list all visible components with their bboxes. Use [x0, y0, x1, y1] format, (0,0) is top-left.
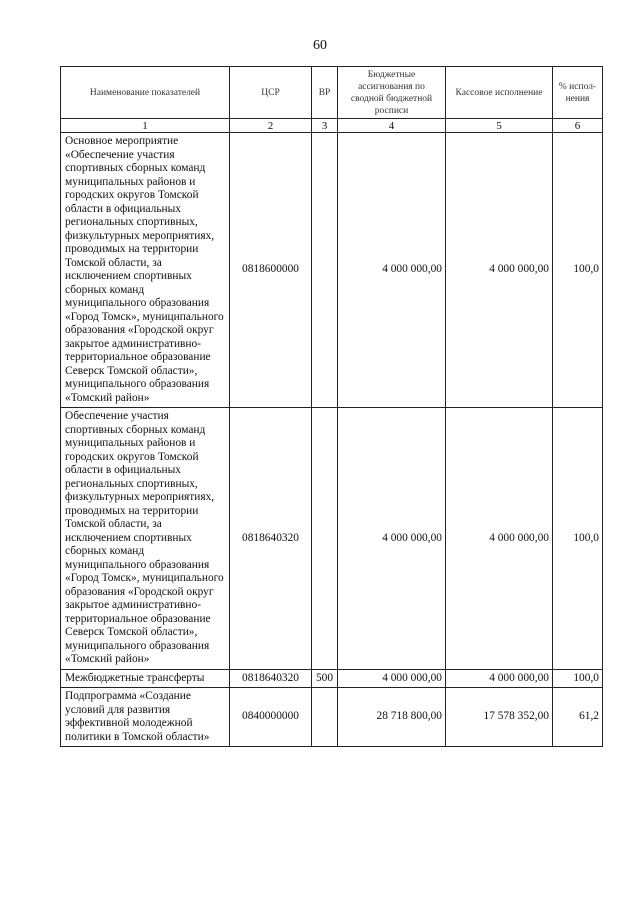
header-execution-percent: % испол-нения — [553, 67, 603, 119]
header-row — [61, 67, 603, 119]
indicator-name-cell: Подпрограмма «Создание условий для развития эффективной молодежной политики в Томской области» — [61, 688, 230, 747]
header-budget-allocations: Бюджетные ассигнования по сводной бюджетной росписи — [338, 67, 446, 119]
vr-cell — [312, 688, 338, 747]
indicator-name-cell: Основное мероприятие «Обеспечение участия спортивных сборных команд муниципальных районов и городских округов Томской области в официальных региональных спортивных, физкультурных мероприятиях, проводимых на территории Томской области, за исключением спортивных сборных команд муниципального образования «Город Томск», муниципального образования «Городской округ закрытое административно-территориальное образование Северск Томской области», муниципального образования «Томский район» — [61, 133, 230, 408]
csr-cell: 0818640320 — [230, 408, 312, 670]
budget-cell: 4 000 000,00 — [338, 669, 446, 688]
table-row — [61, 133, 603, 408]
cash-cell: 4 000 000,00 — [446, 669, 553, 688]
column-number: 6 — [553, 119, 603, 133]
indicator-name-cell: Межбюджетные трансферты — [61, 669, 230, 688]
budget-cell: 4 000 000,00 — [338, 408, 446, 670]
column-number: 2 — [230, 119, 312, 133]
column-number: 4 — [338, 119, 446, 133]
table-row — [61, 688, 603, 747]
budget-cell: 28 718 800,00 — [338, 688, 446, 747]
header-vr: ВР — [312, 67, 338, 119]
csr-cell: 0818600000 — [230, 133, 312, 408]
cash-cell: 17 578 352,00 — [446, 688, 553, 747]
budget-cell: 4 000 000,00 — [338, 133, 446, 408]
vr-cell: 500 — [312, 669, 338, 688]
cash-cell: 4 000 000,00 — [446, 133, 553, 408]
column-number: 5 — [446, 119, 553, 133]
percent-cell: 100,0 — [553, 669, 603, 688]
percent-cell: 100,0 — [553, 133, 603, 408]
vr-cell — [312, 408, 338, 670]
percent-cell: 100,0 — [553, 408, 603, 670]
header-cash-execution: Кассовое исполнение — [446, 67, 553, 119]
budget-execution-table — [60, 66, 603, 747]
header-indicator-name: Наименование показателей — [61, 67, 230, 119]
percent-cell: 61,2 — [553, 688, 603, 747]
column-number-row — [61, 119, 603, 133]
vr-cell — [312, 133, 338, 408]
header-csr: ЦСР — [230, 67, 312, 119]
column-number: 1 — [61, 119, 230, 133]
table-row — [61, 669, 603, 688]
table-row — [61, 408, 603, 670]
column-number: 3 — [312, 119, 338, 133]
csr-cell: 0818640320 — [230, 669, 312, 688]
indicator-name-cell: Обеспечение участия спортивных сборных команд муниципальных районов и городских округов Томской области в официальных региональных спортивных, физкультурных мероприятиях, проводимых на территории Томской области, за исключением спортивных сборных команд муниципального образования «Город Томск», муниципального образования «Городской округ закрытое административно-территориальное образование Северск Томской области», муниципального образования «Томский район» — [61, 408, 230, 670]
page-number: 60 — [313, 38, 327, 53]
csr-cell: 0840000000 — [230, 688, 312, 747]
cash-cell: 4 000 000,00 — [446, 408, 553, 670]
